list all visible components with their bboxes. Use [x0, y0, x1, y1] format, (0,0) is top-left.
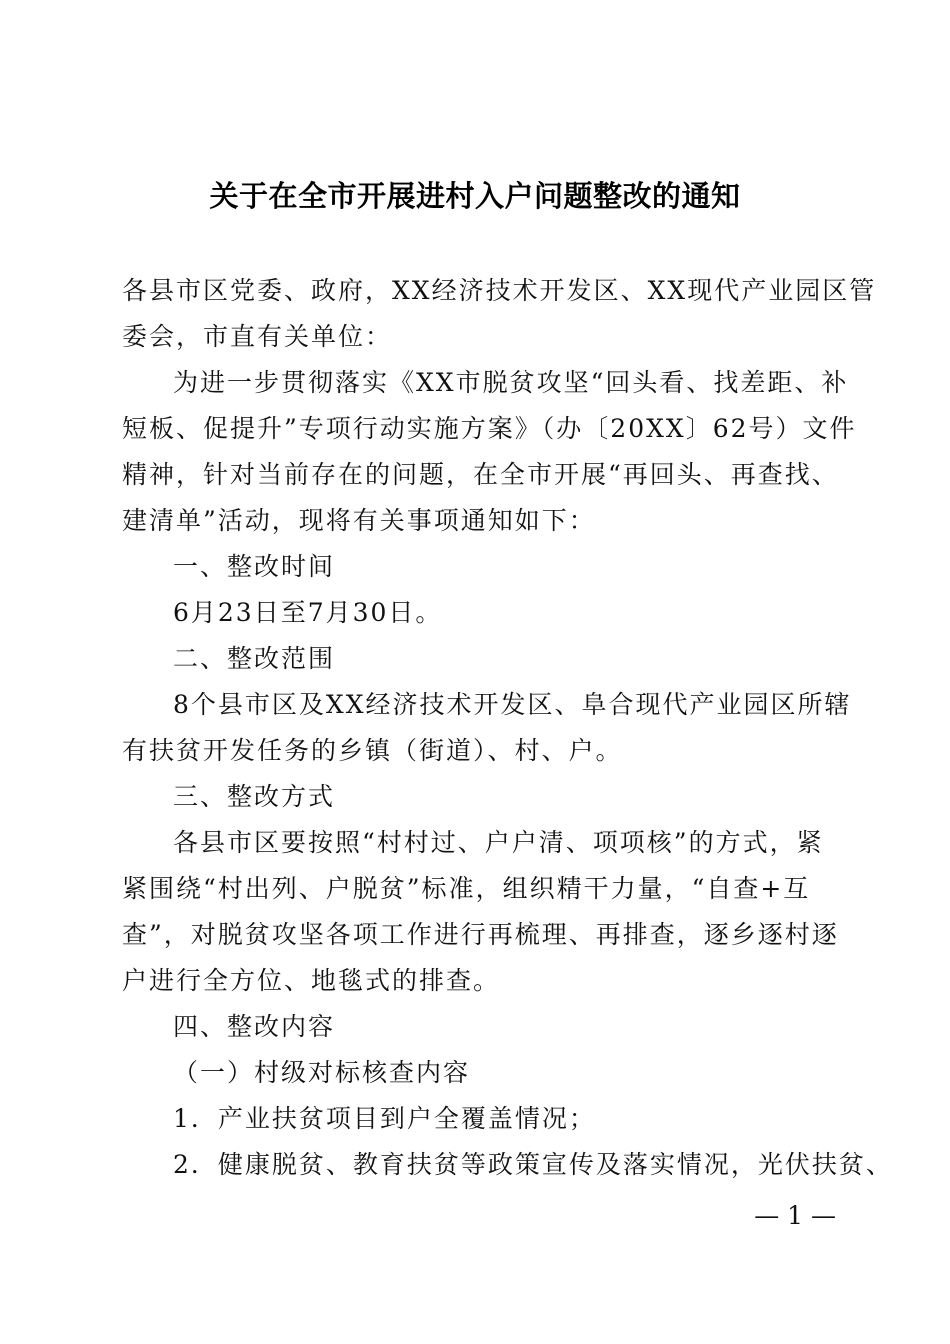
- body-line-scope-cont: 有扶贫开发任务的乡镇（街道）、村、户。: [122, 736, 623, 765]
- body-line-method: 各县市区要按照“村村过、户户清、项项核”的方式，紧: [173, 828, 824, 857]
- body-line-intro: 为进一步贯彻落实《XX市脱贫攻坚“回头看、找差距、补: [173, 368, 849, 397]
- document-title: 关于在全市开展进村入户问题整改的通知: [209, 179, 741, 213]
- body-line-addressee-cont: 委会，市直有关单位：: [122, 322, 393, 351]
- body-line-method-cont: 紧围绕“村出列、户脱贫”标准，组织精干力量，“自查+互: [122, 874, 811, 903]
- body-line-addressee: 各县市区党委、政府，XX经济技术开发区、XX现代产业园区管: [122, 276, 877, 305]
- document-body: [122, 268, 893, 1188]
- body-line-method-cont: 查”，对脱贫攻坚各项工作进行再梳理、再排查，逐乡逐村逐: [122, 920, 839, 949]
- subsection-heading-village: （一）村级对标核查内容: [173, 1058, 471, 1087]
- page-number: — 1 —: [754, 1201, 836, 1230]
- body-line-intro-cont: 建清单”活动，现将有关事项通知如下：: [122, 506, 596, 535]
- section-heading-content: 四、整改内容: [173, 1012, 336, 1041]
- list-item-1: 1．产业扶贫项目到户全覆盖情况；: [173, 1104, 596, 1133]
- body-line-intro-cont: 精神，针对当前存在的问题，在全市开展“再回头、再查找、: [122, 460, 839, 489]
- body-line-time: 6月23日至7月30日。: [173, 598, 443, 627]
- section-heading-time: 一、整改时间: [173, 552, 336, 581]
- body-line-intro-cont: 短板、促提升”专项行动实施方案》（办〔20XX〕62号）文件: [122, 414, 857, 443]
- body-line-scope: 8个县市区及XX经济技术开发区、阜合现代产业园区所辖: [173, 690, 852, 719]
- section-heading-method: 三、整改方式: [173, 782, 336, 811]
- body-line-method-cont: 户进行全方位、地毯式的排查。: [122, 966, 501, 995]
- section-heading-scope: 二、整改范围: [173, 644, 336, 673]
- list-item-2: 2．健康脱贫、教育扶贫等政策宣传及落实情况，光伏扶贫、: [173, 1150, 893, 1179]
